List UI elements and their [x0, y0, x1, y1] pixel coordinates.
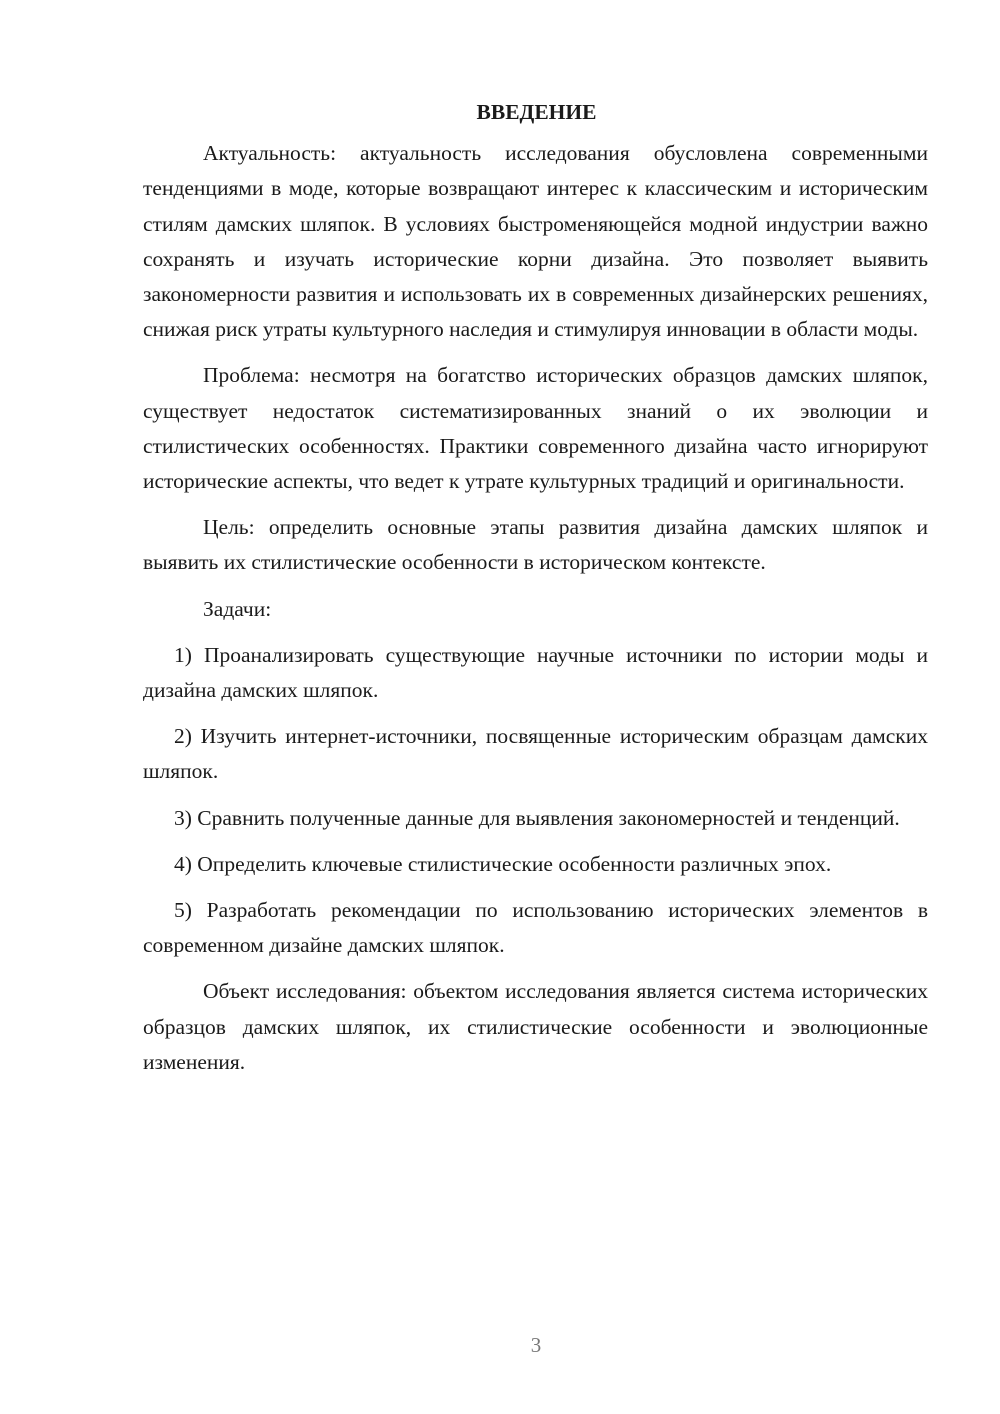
task-item-1: 1) Проанализировать существующие научные источники по истории моды и дизайна дамских шляпок.	[143, 642, 928, 703]
page-number: 3	[530, 1333, 542, 1357]
task-item-5: 5) Разработать рекомендации по использованию исторических элементов в современном дизайне дамских шляпок.	[143, 898, 928, 958]
page-content	[143, 95, 928, 1091]
paragraph-problem: Проблема: несмотря на богатство исторических образцов дамских шляпок, существует недостаток систематизированных знаний о их эволюции и стилистических особенностях. Практики современного дизайна часто игнорируют исторические аспекты, что ведет к утрате культурных традиций и оригинальности.	[143, 363, 928, 494]
section-heading: ВВЕДЕНИЕ	[476, 100, 597, 124]
task-item-4: 4) Определить ключевые стилистические особенности различных эпох.	[174, 851, 832, 876]
task-item-3: 3) Сравнить полученные данные для выявления закономерностей и тенденций.	[174, 805, 900, 830]
paragraph-object: Объект исследования: объектом исследования является система исторических образцов дамских шляпок, их стилистические особенности и эволюционные изменения.	[143, 979, 928, 1074]
paragraph-goal: Цель: определить основные этапы развития дизайна дамских шляпок и выявить их стилистические особенности в историческом контексте.	[143, 515, 928, 575]
task-item-2: 2) Изучить интернет-источники, посвященные историческим образцам дамских шляпок.	[143, 724, 928, 784]
tasks-label: Задачи:	[203, 596, 272, 621]
paragraph-relevance: Актуальность: актуальность исследования обусловлена современными тенденциями в моде, которые возвращают интерес к классическим и историческим стилям дамских шляпок. В условиях быстроменяющейся модной индустрии важно сохранять и изучать исторические корни дизайна. Это позволяет выявить закономерности развития и использовать их в современных дизайнерских решениях, снижая риск утраты культурного наследия и стимулируя инновации в области моды.	[143, 141, 928, 342]
